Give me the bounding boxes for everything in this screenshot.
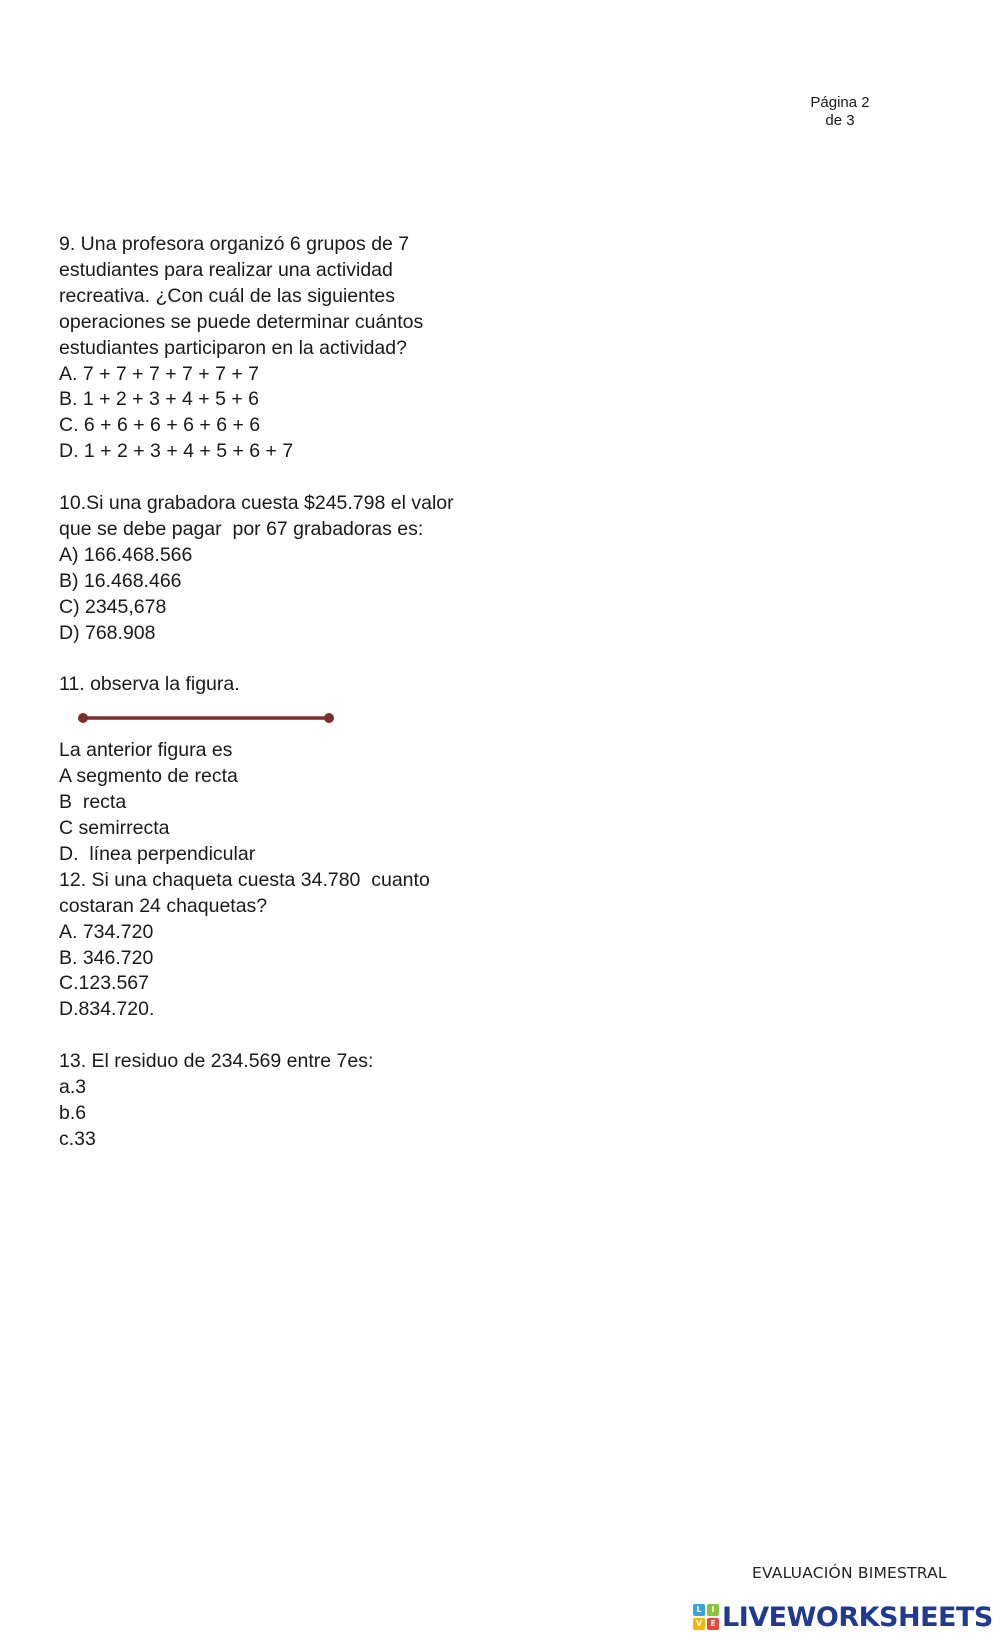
question-10-option-b: B) 16.468.466: [59, 569, 182, 592]
question-11: [59, 672, 539, 867]
page-number-line2: de 3: [825, 112, 855, 129]
question-12-option-d: D.834.720.: [59, 998, 155, 1021]
segment-endpoint: [78, 713, 88, 723]
question-11-option-b: B recta: [59, 791, 127, 814]
question-9-stem-line: recreativa. ¿Con cuál de las siguientes: [59, 284, 396, 307]
question-9-option-c: C. 6 + 6 + 6 + 6 + 6 + 6: [59, 414, 261, 437]
question-13-option-b: b.6: [59, 1101, 87, 1124]
line-segment-svg: [59, 698, 359, 738]
question-9-stem-line: estudiantes para realizar una actividad: [59, 258, 393, 281]
segment-endpoint: [324, 713, 334, 723]
question-9: [59, 232, 539, 465]
question-10-stem-line: 10.Si una grabadora cuesta $245.798 el valor: [59, 492, 454, 515]
question-10-option-d: D) 768.908: [59, 621, 156, 644]
question-13-option-c: c.33: [59, 1127, 96, 1150]
spacer: [59, 646, 539, 672]
question-12-option-a: A. 734.720: [59, 920, 154, 943]
question-9-option-a: A. 7 + 7 + 7 + 7 + 7 + 7: [59, 362, 260, 385]
line-segment-figure: [59, 698, 539, 738]
question-13-stem: 13. El residuo de 234.569 entre 7es:: [59, 1050, 374, 1073]
liveworksheets-logo-icon: [693, 1604, 719, 1630]
question-10-option-a: A) 166.468.566: [59, 543, 193, 566]
page-number: [790, 94, 890, 130]
question-9-stem-line: 9. Una profesora organizó 6 grupos de 7: [59, 233, 410, 255]
question-12-option-c: C.123.567: [59, 972, 149, 995]
question-9-stem-line: estudiantes participaron en la actividad?: [59, 336, 407, 359]
page-number-line1: Página 2: [810, 94, 870, 111]
question-9-option-d: D. 1 + 2 + 3 + 4 + 5 + 6 + 7: [59, 440, 294, 463]
logo-tile: E: [707, 1618, 719, 1630]
liveworksheets-wordmark: LIVEWORKSHEETS: [722, 1601, 993, 1633]
question-11-option-a: A segmento de recta: [59, 765, 238, 788]
worksheet-content: [59, 232, 539, 1153]
question-11-option-c: C semirrecta: [59, 817, 170, 839]
question-12-stem-line: 12. Si una chaqueta cuesta 34.780 cuanto: [59, 868, 430, 891]
question-12-option-b: B. 346.720: [59, 946, 154, 969]
question-10-stem-line: que se debe pagar por 67 grabadoras es:: [59, 517, 424, 540]
question-12-stem-line: costaran 24 chaquetas?: [59, 894, 268, 917]
question-11-option-d: D. línea perpendicular: [59, 842, 256, 865]
spacer: [59, 465, 539, 491]
footer-label: EVALUACIÓN BIMESTRAL: [752, 1564, 947, 1582]
question-11-stem: 11. observa la figura.: [59, 673, 240, 696]
question-10-option-c: C) 2345,678: [59, 595, 167, 618]
spacer: [59, 1023, 539, 1049]
logo-tile: I: [707, 1604, 719, 1616]
question-10: [59, 491, 539, 646]
question-9-option-b: B. 1 + 2 + 3 + 4 + 5 + 6: [59, 388, 260, 411]
question-12: [59, 868, 539, 1023]
question-11-prompt: La anterior figura es: [59, 739, 233, 762]
logo-tile: L: [693, 1604, 705, 1616]
liveworksheets-logo[interactable]: [693, 1600, 993, 1634]
question-9-stem-line: operaciones se puede determinar cuántos: [59, 310, 424, 333]
logo-tile: V: [693, 1618, 705, 1630]
question-13: [59, 1049, 539, 1153]
question-13-option-a: a.3: [59, 1076, 87, 1099]
